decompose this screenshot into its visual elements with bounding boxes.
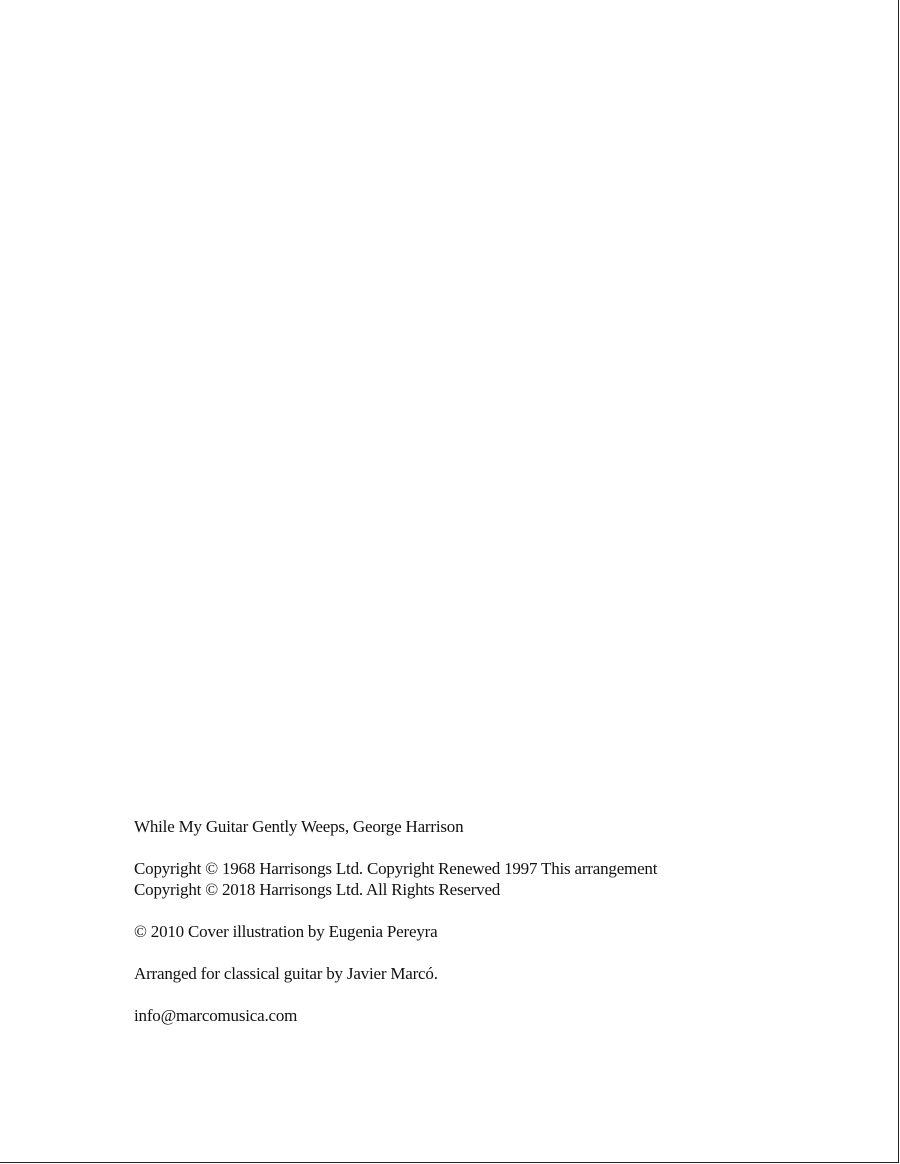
colophon-block	[134, 816, 834, 1026]
copyright-line-1: Copyright © 1968 Harrisongs Ltd. Copyright Renewed 1997 This arrangement	[134, 859, 658, 878]
contact-email: info@marcomusica.com	[134, 1006, 298, 1025]
arranger-credit: Arranged for classical guitar by Javier Marcó.	[134, 964, 438, 983]
illustration-credit: © 2010 Cover illustration by Eugenia Pereyra	[134, 922, 438, 941]
song-title-line: While My Guitar Gently Weeps, George Harrison	[134, 817, 464, 836]
copyright-line-2: Copyright © 2018 Harrisongs Ltd. All Rights Reserved	[134, 880, 501, 899]
